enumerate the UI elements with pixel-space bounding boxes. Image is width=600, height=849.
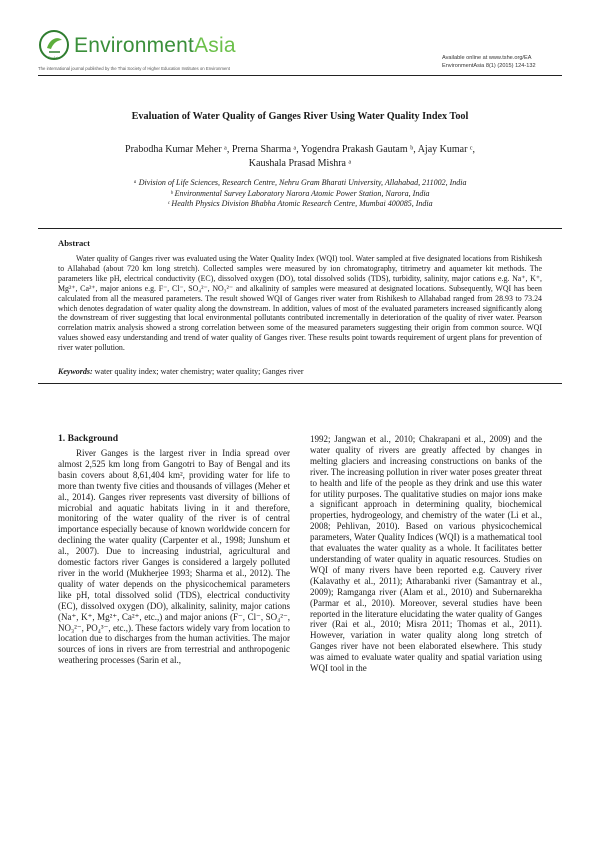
available-online: Available online at www.tshe.org/EA <box>442 55 532 61</box>
abstract-heading: Abstract <box>58 238 90 248</box>
affiliation-c: ᶜ Health Physics Division Bhabha Atomic Research Centre, Mumbai 400085, India <box>167 199 433 208</box>
right-column-text: 1992; Jangwan et al., 2010; Chakrapani et al., 2009) and the water quality of rivers are greatly affected by changes in melting glaciers and increasing constructions on banks of the river. The increasing pollution in river water poses greater threat to health and life of the people as they drink and use this water for utility purposes. The qualitative studies on major ions make a significant approach in determining quality, biochemical properties, hydrogeology, and chemistry of the water (Li et al., 2008; Pehlivan, 2010). Based on various physicochemical parameters, Water Quality Indices (WQI) is a mathematical tool that evaluates the water quality as a whole. It facilitates better understanding of water quality in aquatic resources. Studies on WQI of many rivers have been reported e.g. Cauvery river (Kalavathy et al., 2011); Atharabanki river (Samantray et al., 2009); Ramganga river (Alam et al., 2010) and Subernarekha (Parmar et al., 2010). Moreover, several studies have been reported in the literature elucidating the water quality of Ganges river (Rai et al., 2010; Misra 2011; Thomas et al., 2011). However, variation in water quality along long stretch of Ganges river have not been elaborated elsewhere. This study was aimed to evaluate water quality and spatial variation using WQI tool in the <box>310 434 542 674</box>
body-column-right <box>310 434 542 674</box>
abstract-bottom-rule <box>38 383 562 384</box>
journal-header <box>38 26 562 74</box>
brand-right: Asia <box>194 34 236 57</box>
header-rule <box>38 75 562 76</box>
affiliations <box>38 178 562 210</box>
header-right <box>442 54 562 70</box>
journal-brand <box>74 34 236 58</box>
affiliation-b: ᵇ Environmental Survey Laboratory Narora Atomic Power Station, Narora, India <box>170 188 430 198</box>
body-column-left <box>58 448 290 666</box>
authors-line-2: Kaushala Prasad Mishra ᵃ <box>248 158 352 169</box>
section-heading-background: 1. Background <box>58 433 119 444</box>
author-list <box>38 143 562 171</box>
paper-title: Evaluation of Water Quality of Ganges River Using Water Quality Index Tool <box>131 111 469 122</box>
keywords <box>58 367 542 376</box>
svg-text:EnvAsia: EnvAsia <box>48 56 60 60</box>
keywords-text: water quality index; water chemistry; water quality; Ganges river <box>92 367 304 376</box>
journal-citation: EnvironmentAsia 8(1) (2015) 124-132 <box>442 63 536 69</box>
abstract-text: Water quality of Ganges river was evaluated using the Water Quality Index (WQI) tool. Water sampled at five designated locations from Rishikesh to Allahabad (about 720 km long stretch). Collected samples were measured by ion chromatography, titrimetry and aquameter kit methods. The parameters like pH, electrical conductivity (EC), dissolved oxygen (DO), total dissolved solids (TDS), turbidity, salinity, major cations e.g. Na⁺, K⁺, Mg²⁺, Ca²⁺, major anions e.g. F⁻, Cl⁻, SO₄²⁻, NO₃²⁻ and alkalinity of samples were measured at designated locations. Subsequently, WQI has been calculated from all the measured parameters. The result showed WQI of Ganges river water from Rishikesh to Allahabad ranged from 28.93 to 73.24 which denotes degradation of water quality along the downstream. In addition, values of most of the evaluated parameters increased significantly along the downstream of river suggesting that local environmental pollutants contributed incrementally in deterioration of the quality of river water. Pearson correlation matrix analysis showed a strong correlation between some of the measured parameters suggesting their origin from common source. WQI values showed easy understanding and trend of water quality of Ganges river. These results point towards requirement of urgent plans for prevention of river water pollution. <box>58 254 542 353</box>
affiliation-a: ᵃ Division of Life Sciences, Research Centre, Nehru Gram Bharati University, Allahabad, 211002, India <box>133 178 467 187</box>
left-column-text: River Ganges is the largest river in India spread over almost 2,525 km long from Gangotri to Bay of Bengal and its basin covers about 8,61,404 km², providing water for life to more than twenty five cities and thousands of villages (Meher et al., 2014). Ganges river represents vast diversity of billions of microbial and aquatic habitats living in it and therefore, monitoring of the water quality of the river is of central importance especially because of known worldwide concern for declining the water quality (Carpenter et al., 1998; Junshum et al., 2007). Due to increasing industrial, agricultural and domestic factors river Ganges is considered a largely polluted river in the world (Mukherjee 1993; Sharma et al., 2012). The quality of water depends on the physicochemical parameters like pH, total dissolved solid (TDS), electrical conductivity (EC), dissolved oxygen (DO), alkalinity, salinity, major cations (Na⁺, K⁺, Mg²⁺, Ca²⁺, etc.,) and major anions (F⁻, Cl⁻, SO₄²⁻, NO₃²⁻, PO₄³⁻, etc.,). These factors widely vary from location to location due to discharges from the human activities. The major sources of ions in rivers are from terrestrial and anthropogenic weathering processes (Sarin et al., <box>58 448 290 666</box>
journal-tagline: The international journal published by the Thai Society of Higher Education Institutes on Environment <box>38 66 230 71</box>
journal-logo-icon <box>38 28 72 62</box>
keywords-label: Keywords: <box>58 367 93 376</box>
brand-left: Environment <box>74 34 195 57</box>
abstract-top-rule <box>38 228 562 229</box>
authors-line-1: Prabodha Kumar Meher ᵃ, Prerna Sharma ᵃ, Yogendra Prakash Gautam ᵇ, Ajay Kumar ᶜ, <box>125 144 475 155</box>
